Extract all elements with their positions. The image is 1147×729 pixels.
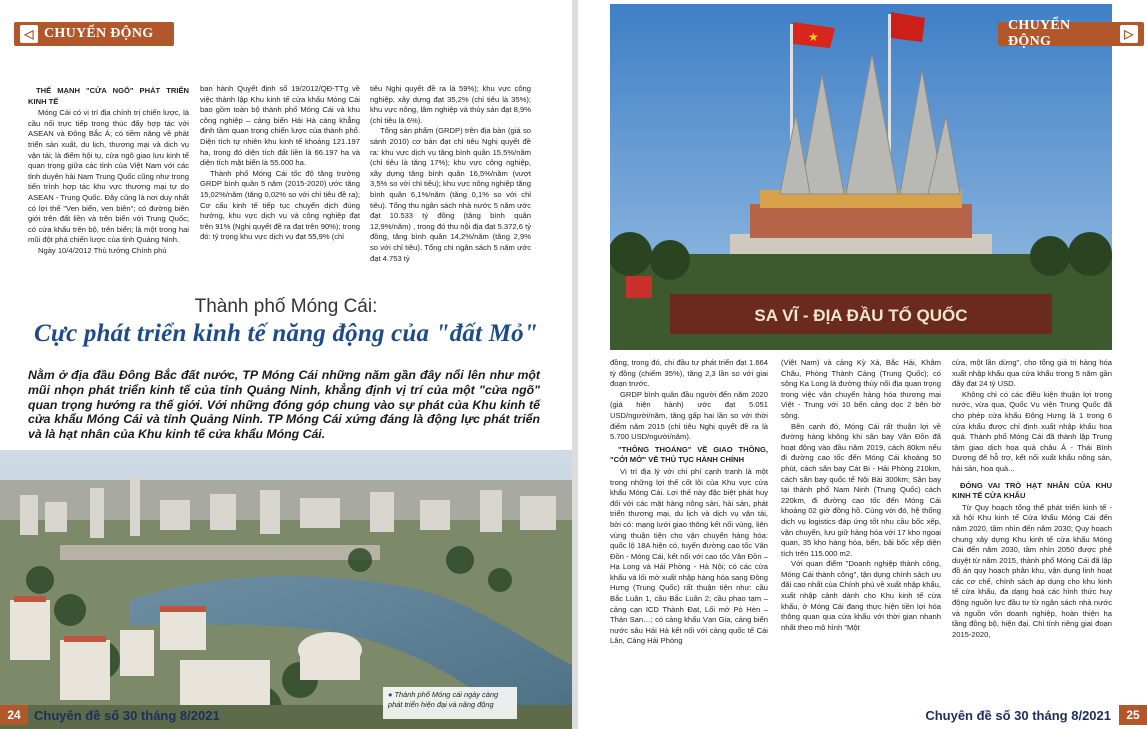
paragraph: Bên cạnh đó, Móng Cái rất thuận lợi về đường hàng không khi sân bay Vân Đồn đã hoạt động vào đầu năm 2019, cách 80km nếu đi đường cao tốc đến Móng Cái khoảng 50 phút, cách sân bay Cát Bi - Hải Phòng 210km, cách sân bay quốc tế Nội Bài 300km; Sân bay tại thành phố Nam Ninh (Trung Quốc) cách 220km, đi đường cao tốc đến Móng Cái khoảng 02 giờ đồng hồ. Cùng với đó, hệ thống dịch vụ logistics đáp ứng tốt nhu cầu bốc xếp, vận chuyển, lưu giữ hàng hóa với 17 kho ngoại quan, 35 kho hàng hóa, bến, bãi bốc xếp diện tích trên 115.000 m2.	[781, 421, 941, 558]
issue-label: Chuyên đề số 30 tháng 8/2021	[925, 707, 1111, 723]
section-tag	[998, 18, 1144, 49]
bullet-icon: ●	[388, 690, 395, 699]
arrow-icon: ▷	[1120, 25, 1138, 43]
article-lead: Nằm ở địa đầu Đông Bắc đất nước, TP Móng Cái những năm gần đây nổi lên như một mũi nhọn phát triển kinh tế của tỉnh Quảng Ninh, khẳng định vị trí của một "cửa ngõ" quan trọng hướng ra thế giới. Với những đóng góp chung vào sự phát của Khu kinh tế cửa khẩu Móng Cái và tỉnh Quảng Ninh. TP Móng Cái xứng đáng là động lực phát triển và là hạt nhân của Khu kinh tế cửa khẩu Móng Cái.	[28, 368, 540, 442]
right-footer	[919, 704, 1147, 726]
article-headline: Cực phát triển kinh tế năng động của "đất Mỏ"	[34, 320, 538, 347]
left-column-3	[370, 84, 531, 264]
page-number: 24	[0, 705, 28, 725]
paragraph: ban hành Quyết định số 19/2012/QĐ-TTg về việc thành lập Khu kinh tế cửa khẩu Móng Cái bao gồm toàn bộ thành phố Móng Cái và khu công nghiệp – cảng biển Hải Hà càng khẳng định tầm quan trọng chiến lược của thành phố. Diện tích tự nhiên khu kinh tế khoảng 121.197 ha, trong đó diện tích đất liền là 66.197 ha và diện tích mặt biển là 55.000 ha.	[200, 84, 360, 168]
paragraph: đồng, trong đó, chi đầu tư phát triển đạt 1.664 tỷ đồng (chiếm 35%), tăng 2,3 lần so với giai đoạn trước.	[610, 358, 768, 389]
section-heading: "THÔNG THOÁNG" VỀ GIAO THÔNG, "CỞI MỞ" VỀ THỦ TỤC HÀNH CHÍNH	[610, 444, 768, 465]
photo-caption	[383, 687, 517, 719]
left-footer	[0, 704, 220, 726]
right-column-3	[952, 358, 1112, 640]
monument-photo	[610, 4, 1112, 350]
paragraph: Vị trí địa lý với chi phí cạnh tranh là một trong những lợi thế cốt lõi của Khu vực cửa khẩu Móng Cái. Lợi thế này đặc biệt phát huy đối với các mặt hàng nông sản, hải sản, phát triển thương mại, du lịch và dịch vụ vận tải, bởi có: mạng lưới giao thông kết nối vùng, liên vùng thuận tiện cho vận chuyển hàng hóa: quốc lộ 18A hiện có, tuyến đường cao tốc Vân Đồn - Móng Cái, kết nối với cao tốc Vân Đồn – Hạ Long và Hải Phòng - Hà Nội; có các cửa khẩu và lối mở xuất nhập hàng hóa sang Đông Hưng (Trung Quốc) rất thuận tiện như: cầu Bắc Luân 1, cầu Bắc Luân 2; cầu phao tạm – cảng cạn ICD Thành Đạt, Lối mở Pò Hèn – Thán San…; có cảng khẩu Vạn Gia, cảng biển nước sâu Hải Hà kết nối với cảng quốc tế Cái Lân, Cảng Hải Phòng	[610, 466, 768, 646]
right-page	[578, 0, 1147, 729]
right-column-2	[781, 358, 941, 633]
photo-caption-text: Thành phố Móng cái ngày càng phát triển hiện đại và năng động	[388, 690, 499, 709]
paragraph: Với quan điểm "Doanh nghiệp thành công, Móng Cái thành công", tận dụng chính sách ưu đãi cao nhất của Chính phủ về xuất nhập khẩu, xuất nhập cảnh dành cho Khu kinh tế cửa khẩu, ở Móng Cái đang thực hiện tiền lợi hóa thông quan qua cửa khẩu với thời gian nhanh nhất theo mô hình "Một	[781, 559, 941, 632]
paragraph: Không chỉ có các điều kiện thuận lợi trong nước, vừa qua, Quốc Vụ viện Trung Quốc đã cho phép cửa khẩu Đông Hưng là 1 trong 6 cửa khẩu được chỉ định xuất nhập khẩu hoa quả. Thành phố Móng Cái đã thành lập Trung tâm giao dịch hoa quả châu Á - Thái Bình Dương để hỗ trợ, kết nối xuất khẩu nông sản, hải sản, hoa quả...	[952, 389, 1112, 473]
paragraph: Móng Cái có vị trí địa chính trị chiến lược, là cầu nối trực tiếp trong thúc đẩy hợp tác với ASEAN và Đông Bắc Á; có tiềm năng về phát triển sản xuất, du lịch, thương mại và dịch vụ vận tải; là điểm hội tụ, cửa ngõ giao lưu kinh tế quan trọng giữa các tỉnh của Việt Nam với các tỉnh duyên hải Nam Trung Quốc cũng như trong tiến trình hợp tác khu vực thương mại tự do ASEAN - Trung Quốc. Đây cũng là nơi duy nhất có lợi thế "Ven biển, ven biên"; có đường biên giới trên đất liền và trên biển với Trung Quốc; có cửa khẩu trên bộ, trên biển; là một trong hai mũi đột phá chiến lược của tỉnh Quảng Ninh.	[28, 108, 189, 245]
left-column-2	[200, 84, 360, 243]
monument-sign-text: SA VĨ - ĐỊA ĐẦU TỔ QUỐC	[754, 306, 968, 325]
page-number: 25	[1119, 705, 1147, 725]
right-column-1	[610, 358, 768, 647]
section-heading: THẾ MẠNH "CỬA NGÕ" PHÁT TRIỂN KINH TẾ	[28, 86, 189, 106]
paragraph: GRDP bình quân đầu người đến năm 2020 (giá hiện hành) ước đạt 5.051 USD/người/năm, tăng gấp hai lần so với thời điểm năm 2015 (chỉ tiêu Nghị quyết đề ra là 5.700 USD/người/năm).	[610, 389, 768, 442]
paragraph: Tổng sản phẩm (GRDP) trên địa bàn (giá so sánh 2010) cơ bản đạt chỉ tiêu Nghị quyết đề ra: khu vực dịch vụ tăng bình quân 15,5%/năm (chỉ tiêu là tăng 17%); khu vực công nghiệp, xây dựng tăng bình quân 16,5%/năm (vượt 3,5% so với chỉ tiêu); khu vực nông nghiệp tăng bình quân 6,1%/năm (tăng 0,1% so với chỉ tiêu). Tổng thu ngân sách nhà nước 5 năm ước đạt 10.533 tỷ đồng (tăng bình quân 12,9%/năm) , trong đó thu nội địa đạt 5.372,6 tỷ đồng, tăng bình quân 14,2%/năm (tăng 2,9% so với chỉ tiêu). Tổng chi ngân sách 5 năm ước đạt 4.753 tỷ	[370, 126, 531, 263]
section-tag	[14, 22, 174, 46]
article-kicker: Thành phố Móng Cái:	[194, 296, 378, 317]
paragraph: Từ Quy hoạch tổng thể phát triển kinh tế - xã hội Khu kinh tế Cửa khẩu Móng Cái đến năm 2020, tầm nhìn đến năm 2030; Quy hoạch chung xây dựng Khu kinh tế cửa khẩu Móng Cái đến năm 2030, tầm nhìn 2050 được phê duyệt từ năm 2015, thành phố Móng Cái đã lập đồ án quy hoạch phân khu, vận dụng linh hoạt các cơ chế, chính sách áp dụng cho khu kinh tế cửa khẩu, đa dạng hoá các hình thức huy động nguồn lực đầu tư từ ngân sách nhà nước và nguồn vốn doanh nghiệp, hoàn thiện hạ tầng đồng bộ, hiện đại. Chỉ tính riêng giai đoạn 2015-2020,	[952, 502, 1112, 639]
paragraph: (Việt Nam) và cảng Kỳ Xá, Bắc Hải, Khâm Châu, Phòng Thành Cảng (Trung Quốc); có sông Ka Long là đường thủy nối địa quan trọng trong việc vận chuyển hàng hóa thương mại Việt - Trung với 10 bến cảng dọc 2 bên bờ sông.	[781, 358, 941, 420]
left-column-1	[28, 86, 189, 257]
paragraph: Ngày 10/4/2012 Thủ tướng Chính phủ	[38, 245, 167, 255]
paragraph: Thành phố Móng Cái tốc độ tăng trưởng GRDP bình quân 5 năm (2015-2020) ước tăng 15,02%/năm (tăng 0,02% so với chỉ tiêu đề ra); Cơ cấu kinh tế tiếp tục chuyển dịch đúng hướng, khu vực dịch vụ và công nghiệp đạt trên 91% (Nghị quyết đề ra đạt trên 90%); trong đó: tỷ trọng khu vực dịch vụ đạt 55,9% (chỉ	[200, 168, 360, 242]
issue-label: Chuyên đề số 30 tháng 8/2021	[34, 707, 220, 723]
section-heading: ĐÓNG VAI TRÒ HẠT NHÂN CỦA KHU KINH TẾ CỬA KHẨU	[952, 480, 1112, 501]
svg-text:★: ★	[808, 30, 819, 44]
left-page	[0, 0, 572, 729]
paragraph: tiêu Nghị quyết đề ra là 59%); khu vực công nghiệp, xây dựng đạt 35,2% (chỉ tiêu là 35%); khu vực nông, lâm nghiệp và thủy sản đạt 8,9% (chỉ tiêu là 6%).	[370, 84, 531, 125]
paragraph: cửa, một lần dừng", cho tổng giá trị hàng hóa xuất nhập khẩu qua cửa khẩu trong 5 năm gần đây đạt 24 tỷ USD.	[952, 358, 1112, 389]
section-tag-label: CHUYỂN ĐỘNG	[1008, 18, 1071, 49]
section-tag-label: CHUYỂN ĐỘNG	[44, 26, 154, 41]
arrow-icon: ◁	[20, 25, 38, 43]
